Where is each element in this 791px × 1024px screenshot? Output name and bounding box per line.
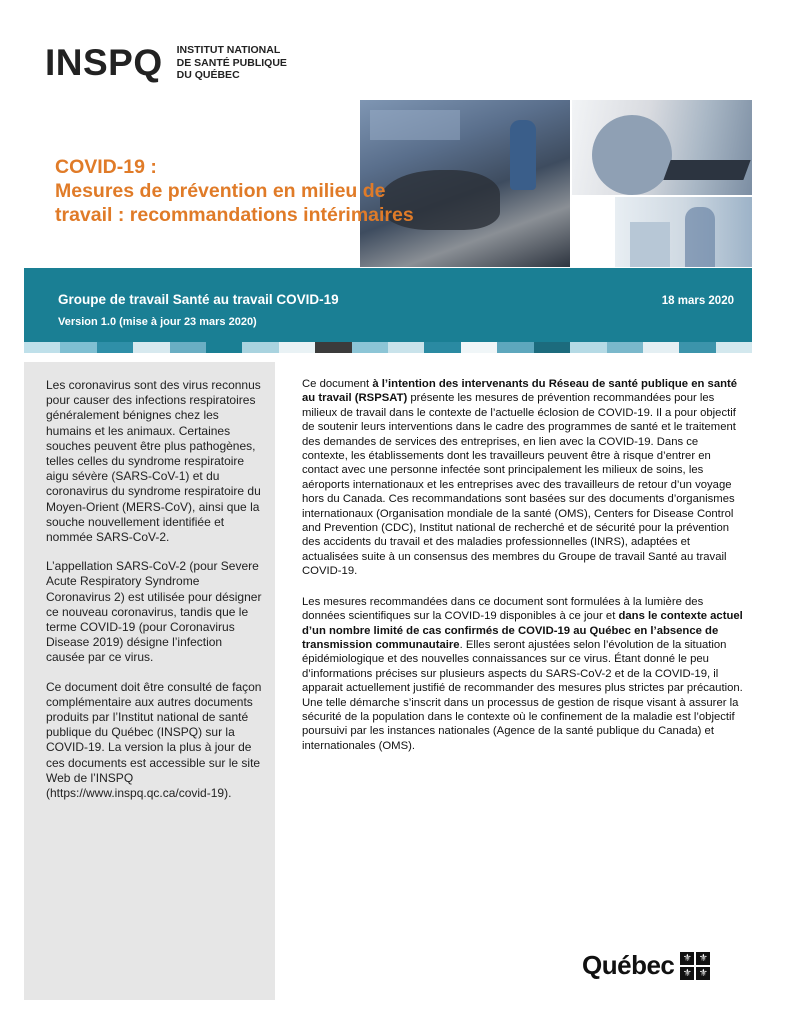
strip-segment [497, 342, 533, 353]
emphasis-context: dans le contexte actuel d’un nombre limité de cas confirmés de COVID-19 au Québec en l’absence de transmission communautaire [302, 610, 743, 651]
strip-segment [388, 342, 424, 353]
strip-segment [60, 342, 96, 353]
decorative-color-strip [24, 342, 752, 353]
strip-segment [534, 342, 570, 353]
pregnant-worker-photo [572, 100, 752, 195]
main-paragraph-2: Les mesures recommandées dans ce document sont formulées à la lumière des données scientifiques sur la COVID-19 disponibles à ce jour et dans le contexte actuel d’un nombre limité de cas confirmés de COVID-19 au Québec en l’absence de transmission communautaire. Elles seront ajustées selon l’évolution de la situation épidémiologique et des nouvelles connaissances sur ce virus. Étant donné le peu d’informations précises sur plusieurs aspects du SARS-CoV-2 et de la COVID-19, il apparait actuellement justifié de recommander des mesures plus strictes par précaution. Une telle démarche s’inscrit dans un processus de gestion de risque visant à assurer la sécurité de la population dans le contexte où le confinement de la maladie est l’objectif poursuivi par les instances nationales (Agence de la santé publique du Canada) et internationales (OMS). [302, 595, 743, 752]
strip-segment [242, 342, 278, 353]
strip-segment [461, 342, 497, 353]
main-content [302, 377, 747, 769]
logo-line-2: DE SANTÉ PUBLIQUE [176, 56, 287, 69]
logo-line-3: DU QUÉBEC [176, 69, 240, 81]
inspq-logo-mark: INSPQ [45, 42, 163, 83]
strip-segment [97, 342, 133, 353]
inspq-logo [45, 44, 287, 82]
main-paragraph-1: Ce document à l’intention des intervenants du Réseau de santé publique en santé au travail (RSPSAT) présente les mesures de prévention recommandées pour les milieux de travail dans le contexte de l’actuelle éclosion de COVID-19. Il a pour objectif de soutenir leurs interventions dans le cadre des programmes de santé et le traitement des demandes de services des entreprises, en lien avec la COVID-19. Dans ce contexte, les établissements dont les travailleurs peuvent être à risque d’entrer en contact avec une personne infectée sont principalement les milieux de soins, les aéroports internationaux et les entreprises avec des travailleurs de retour d’un voyage hors du Canada. Ces recommandations sont basées sur des documents d’organismes internationaux (Organisation mondiale de la santé (OMS), Centers for Disease Control and Prevention (CDC), Institut national de recherché et de sécurité pour la prévention des accidents du travail et des maladies professionnelles (INRS), adaptées et actualisées suite à un consensus des membres du Groupe de travail Santé au travail COVID-19. [302, 378, 738, 578]
strip-segment [315, 342, 351, 353]
strip-segment [570, 342, 606, 353]
sidebar-paragraph-1: Les coronavirus sont des virus reconnus pour causer des infections respiratoires généralement bénignes chez les humains et les animaux. Certaines souches peuvent être plus pathogènes, telles celles du syndrome respiratoire aigu sévère (SARS-CoV-1) et du coronavirus du syndrome respiratoire du Moyen-Orient (MERS-CoV), ainsi que la souche nouvellement identifiée et nommée SARS-CoV-2. [46, 378, 261, 545]
logo-line-1: INSTITUT NATIONAL [176, 44, 281, 56]
quebec-government-logo [582, 950, 710, 981]
inspq-logo-text [177, 44, 287, 82]
publication-date: 18 mars 2020 [661, 295, 734, 307]
strip-segment [279, 342, 315, 353]
title-line-3: travail : recommandations intérimaires [55, 204, 414, 226]
hospital-corridor-photo [615, 197, 752, 267]
strip-segment [424, 342, 460, 353]
strip-segment [679, 342, 715, 353]
strip-segment [643, 342, 679, 353]
strip-segment [352, 342, 388, 353]
document-title [55, 155, 414, 227]
emphasis-audience: à l’intention des intervenants du Réseau de santé publique en santé au travail (RSPSAT) [302, 378, 738, 405]
strip-segment [170, 342, 206, 353]
sidebar-box [24, 362, 275, 1000]
header-banner [24, 268, 752, 342]
title-line-2: Mesures de prévention en milieu de [55, 180, 386, 202]
working-group-name: Groupe de travail Santé au travail COVID-19 [58, 292, 339, 307]
version-info: Version 1.0 (mise à jour 23 mars 2020) [58, 316, 257, 328]
sidebar-paragraph-3: Ce document doit être consulté de façon complémentaire aux autres documents produits par l’Institut national de santé publique du Québec (INSPQ) sur la COVID-19. La version la plus à jour de ces documents est accessible sur le site Web de l’INSPQ (https://www.inspq.qc.ca/covid-19). [46, 679, 262, 801]
quebec-wordmark: Québec [582, 950, 675, 980]
sidebar-paragraph-2: L’appellation SARS-CoV-2 (pour Severe Acute Respiratory Syndrome Coronavirus 2) est utilisée pour désigner ce nouveau coronavirus, tandis que le terme COVID-19 (pour Coronavirus Disease 2019) désigne l’infection causée par ce virus. [46, 559, 262, 665]
title-line-1: COVID-19 : [55, 156, 157, 178]
strip-segment [24, 342, 60, 353]
strip-segment [716, 342, 752, 353]
fleur-de-lis-flag-icon: ⚜ ⚜ ⚜ ⚜ [680, 952, 710, 980]
strip-segment [607, 342, 643, 353]
strip-segment [133, 342, 169, 353]
strip-segment [206, 342, 242, 353]
